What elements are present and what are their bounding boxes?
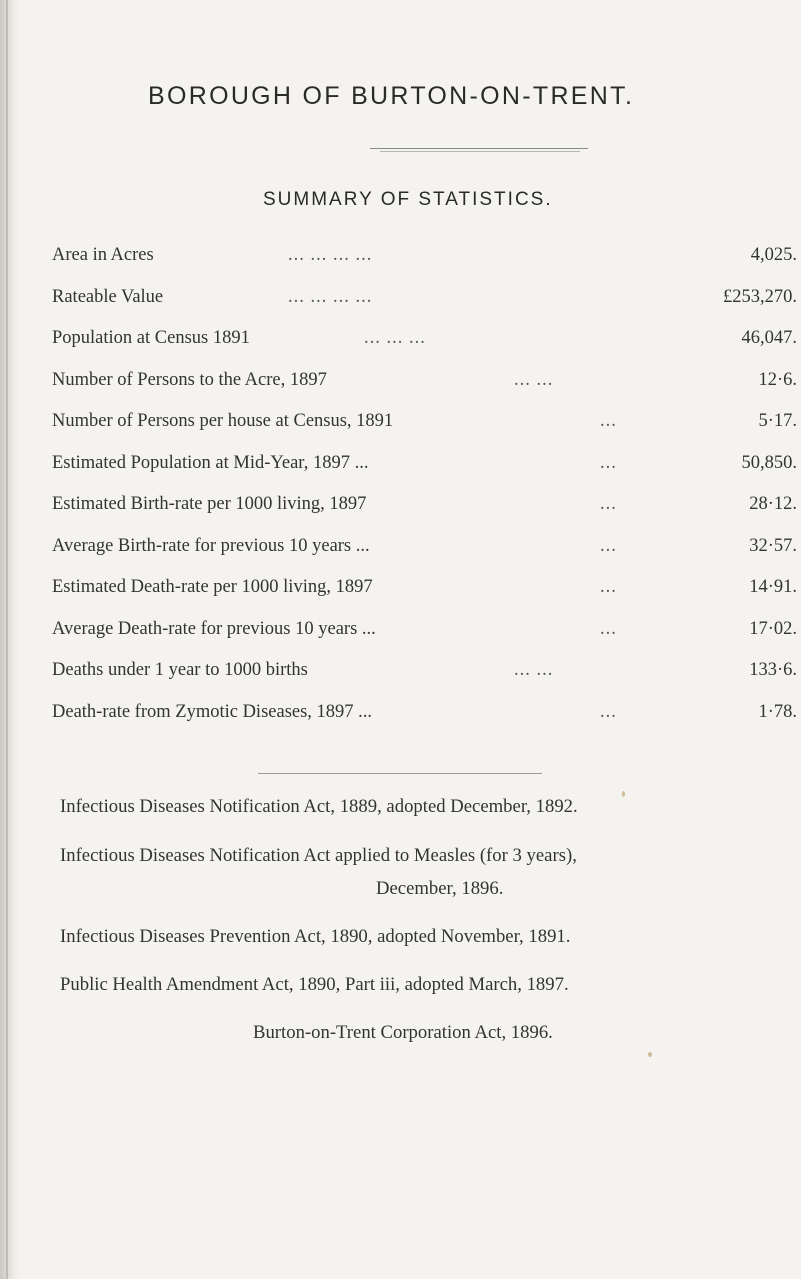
title-rule [370,148,588,149]
stat-leader-dots: ... [600,411,617,431]
stat-label: Deaths under 1 year to 1000 births [52,660,308,680]
stat-value: 5·17. [758,411,797,431]
stat-label: Estimated Population at Mid-Year, 1897 ... [52,452,369,473]
stat-label: Death-rate from Zymotic Diseases, 1897 ... [52,701,373,722]
adopted-acts-list [60,796,797,1062]
title-rule-secondary [380,151,580,152]
document-title: BOROUGH OF BURTON-ON-TRENT. [148,82,635,110]
stat-value: £253,270. [723,286,797,307]
stat-row-population-census [52,328,797,370]
act-notification-1889: Infectious Diseases Notification Act, 1889, adopted December, 1892. [60,796,578,817]
stat-label: Average Death-rate for previous 10 years ... [52,618,376,639]
paper-speck [622,791,625,797]
stat-value: 50,850. [741,452,797,473]
stat-value: 46,047. [741,328,797,348]
stat-leader-dots: ... [600,701,617,722]
stat-row-rateable-value [52,287,797,329]
stat-leader-dots: ... ... ... [364,328,426,348]
stat-row-persons-per-house [52,411,797,453]
stat-value: 12·6. [758,369,797,390]
stat-leader-dots: ... [600,494,617,514]
section-rule [258,773,542,774]
stat-leader-dots: ... [600,577,617,597]
document-subtitle: SUMMARY OF STATISTICS. [263,189,553,210]
stat-row-death-rate [52,577,797,619]
stat-leader-dots: ... ... [514,660,554,680]
paper-speck [648,1052,652,1057]
stat-value: 14·91. [749,577,797,597]
stat-leader-dots: ... ... [514,369,554,390]
page-binding-shadow [0,0,18,1279]
stat-row-area [52,245,797,287]
stat-value: 133·6. [749,660,797,680]
page-binding-edge [6,0,8,1279]
stat-leader-dots: ... [600,535,617,556]
act-public-health-amendment: Public Health Amendment Act, 1890, Part iii, adopted March, 1897. [60,974,569,995]
stat-leader-dots: ... ... ... ... [288,245,373,265]
stat-label: Area in Acres [52,245,154,265]
stat-label: Estimated Birth-rate per 1000 living, 1897 [52,494,367,514]
stat-value: 32·57. [749,535,797,556]
act-prevention-1890: Infectious Diseases Prevention Act, 1890, adopted November, 1891. [60,926,571,947]
stat-value: 28·12. [749,494,797,514]
stat-value: 17·02. [749,618,797,639]
statistics-table [52,245,797,743]
stat-label: Number of Persons to the Acre, 1897 [52,369,327,390]
stat-leader-dots: ... [600,452,617,473]
stat-row-birth-rate [52,494,797,536]
act-notification-measles: Infectious Diseases Notification Act applied to Measles (for 3 years), [60,845,577,866]
stat-leader-dots: ... [600,618,617,639]
stat-label: Average Birth-rate for previous 10 years ... [52,535,370,556]
stat-row-average-birth-rate [52,536,797,578]
act-corporation-1896: Burton-on-Trent Corporation Act, 1896. [253,1022,553,1043]
stat-value: 4,025. [750,245,797,265]
act-notification-measles-date: December, 1896. [376,878,504,899]
stat-row-average-death-rate [52,619,797,661]
stat-row-estimated-population [52,453,797,495]
stat-row-infant-deaths [52,660,797,702]
stat-value: 1·78. [758,701,797,722]
stat-label: Number of Persons per house at Census, 1891 [52,411,394,431]
stat-leader-dots: ... ... ... ... [288,286,373,307]
stat-row-zymotic-death-rate [52,702,797,744]
stat-label: Population at Census 1891 [52,328,250,348]
stat-row-persons-per-acre [52,370,797,412]
stat-label: Rateable Value [52,286,164,307]
stat-label: Estimated Death-rate per 1000 living, 1897 [52,577,373,597]
